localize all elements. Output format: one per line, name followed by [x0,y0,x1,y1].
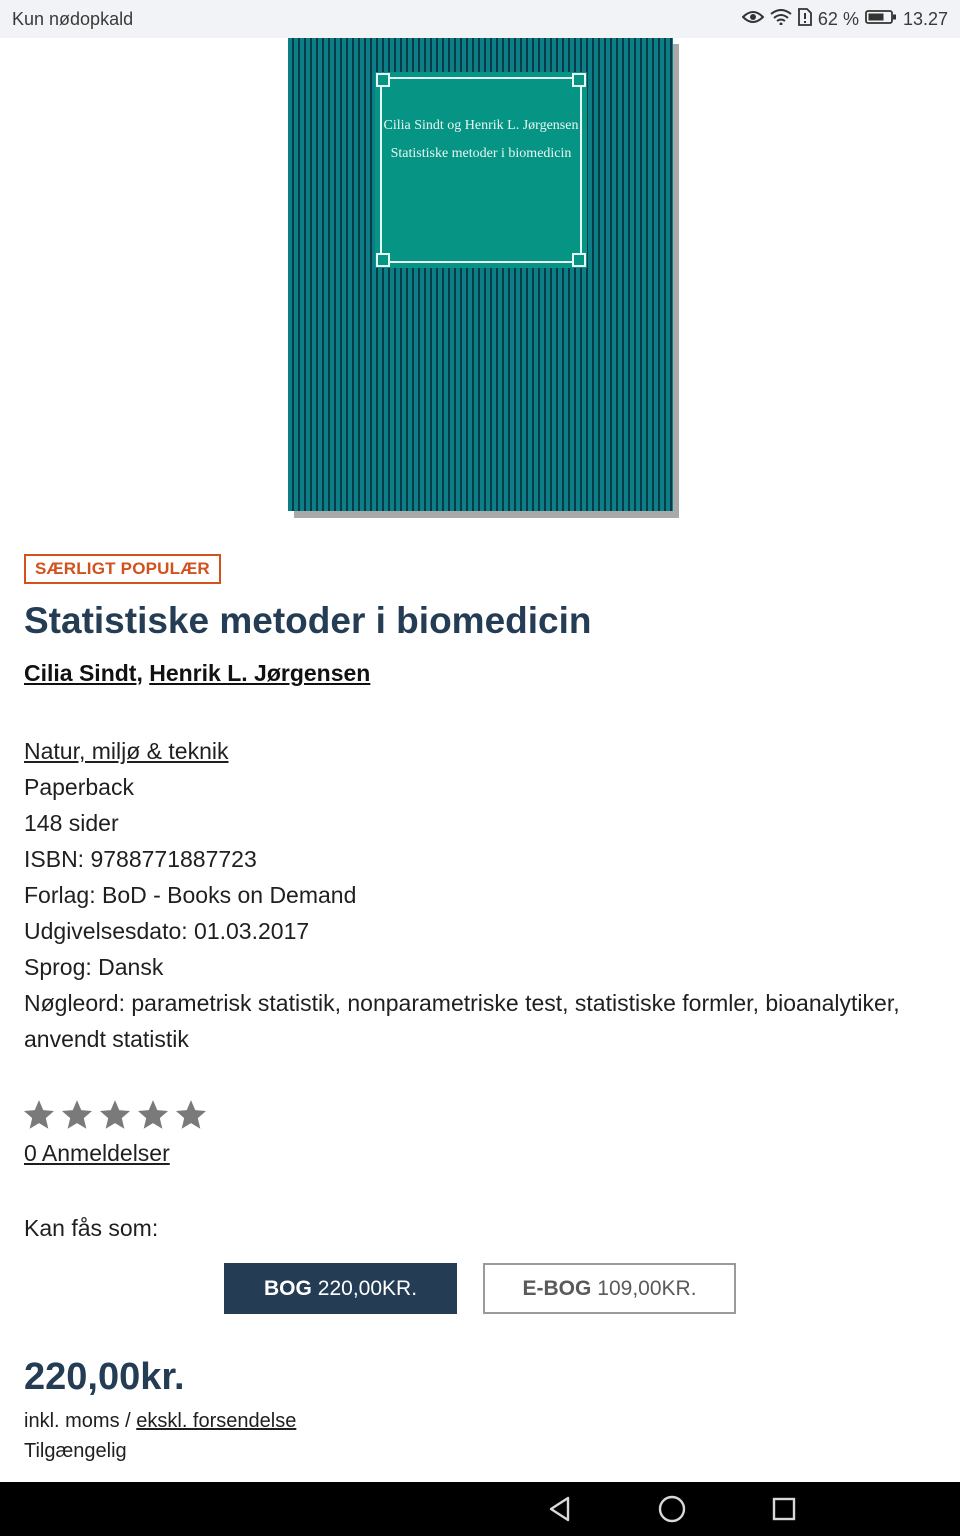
status-icons [742,8,948,31]
rating-stars[interactable] [22,1098,208,1132]
back-button[interactable] [530,1482,590,1536]
author-link[interactable]: Cilia Sindt [24,660,137,686]
system-nav-bar [0,1482,960,1536]
pages-text: 148 sider [24,810,119,836]
star-icon [136,1098,170,1132]
popular-badge: SÆRLIGT POPULÆR [24,554,221,584]
frame-corner [572,253,586,267]
eye-comfort-icon [742,9,764,30]
sim-alert-icon [798,8,812,31]
language-text: Sprog: Dansk [24,954,164,980]
frame-corner [572,73,586,87]
star-icon [98,1098,132,1132]
vat-info [24,1410,296,1433]
availability-text: Tilgængelig [24,1440,127,1462]
home-circle-icon [657,1494,687,1524]
battery-icon [865,9,897,30]
battery-percent: 62 % [817,8,859,29]
book-cover [288,38,673,511]
category-link[interactable]: Natur, miljø & teknik [24,738,229,764]
recents-button[interactable] [754,1482,814,1536]
vat-text: inkl. moms / [24,1410,131,1432]
home-button[interactable] [642,1482,702,1536]
price-amount: 220,00kr. [24,1356,185,1398]
cover-title-text: Statistiske metoder i biomedicin [390,146,572,161]
isbn-text: ISBN: 9788771887723 [24,846,257,872]
star-icon [174,1098,208,1132]
frame-corner [376,253,390,267]
back-triangle-icon [546,1495,574,1523]
product-details [24,733,924,1057]
wifi-icon [770,9,792,30]
recents-square-icon [770,1495,798,1523]
shipping-link[interactable]: ekskl. forsendelse [136,1410,297,1432]
clock-time: 13.27 [902,8,948,29]
star-icon [60,1098,94,1132]
release-date-text: Udgivelsesdato: 01.03.2017 [24,918,310,944]
cover-author-text: Cilia Sindt og Henrik L. Jørgensen [383,118,579,133]
format-ebook-button[interactable] [483,1263,736,1314]
formats-label: Kan fås som: [24,1215,159,1241]
cover-label [375,72,587,268]
carrier-text: Kun nødopkald [12,8,134,29]
format-type: BOG [263,1276,312,1300]
frame-corner [376,73,390,87]
format-price: 109,00KR. [597,1276,697,1300]
publisher-text: Forlag: BoD - Books on Demand [24,882,357,908]
cover-frame [380,77,582,263]
status-bar [0,0,960,38]
product-title: Statistiske metoder i biomedicin [24,600,592,641]
format-type: E-BOG [522,1276,592,1300]
author-separator: , [136,660,143,686]
star-icon [22,1098,56,1132]
format-text: Paperback [24,774,134,800]
book-cover-image[interactable] [288,38,679,518]
author-link[interactable]: Henrik L. Jørgensen [149,660,371,686]
reviews-link[interactable]: 0 Anmeldelser [24,1140,170,1166]
keywords-text: Nøgleord: parametrisk statistik, nonparametriske test, statistiske formler, bioanalytiker, anvendt statistik [24,990,900,1052]
author-list [24,660,370,687]
format-price: 220,00KR. [317,1276,418,1300]
format-book-button[interactable] [224,1263,457,1314]
